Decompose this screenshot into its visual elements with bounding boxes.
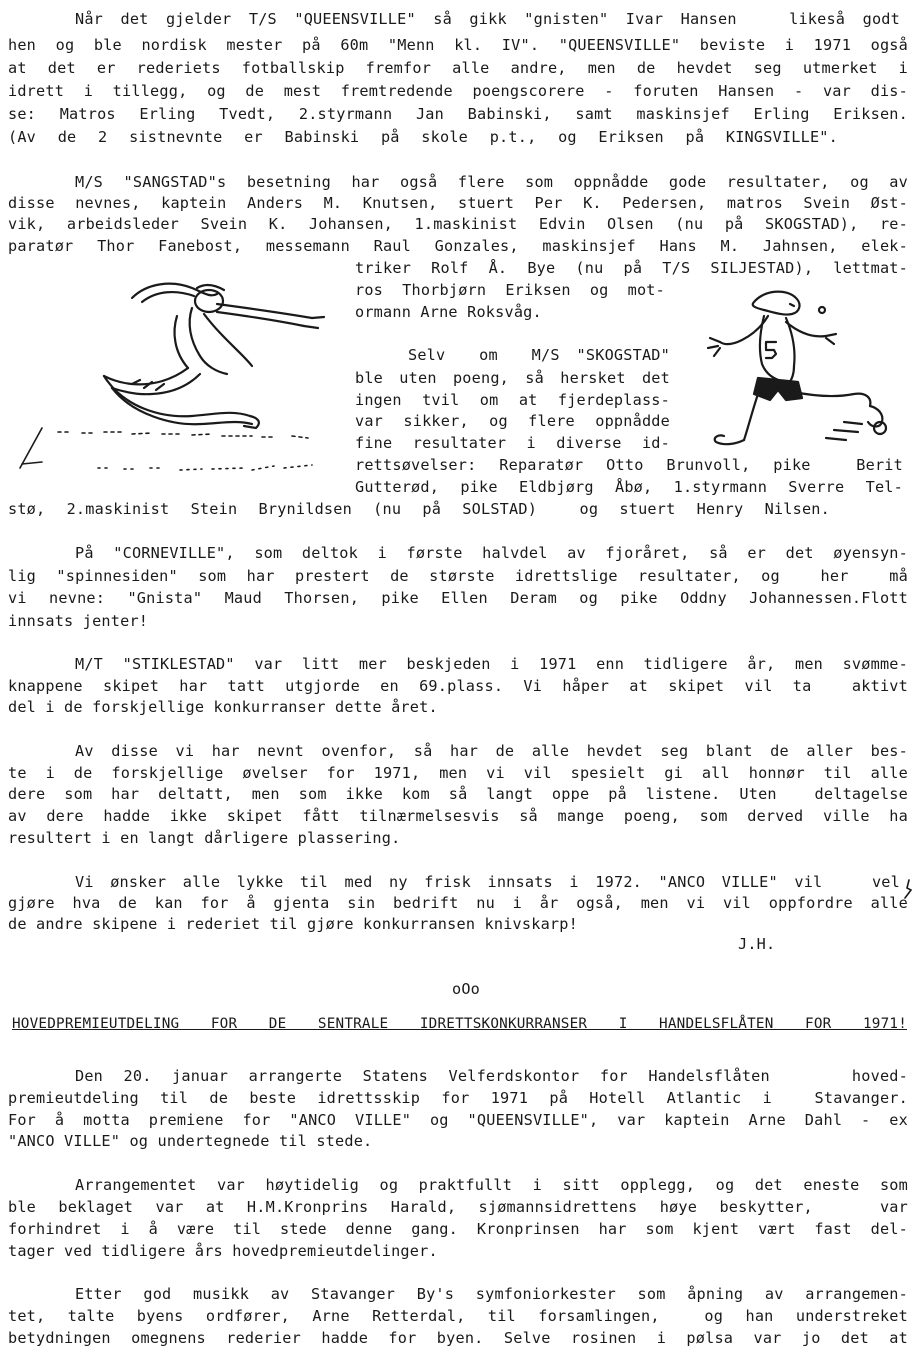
text-line: (Av de 2 sistnevnte er Babinski på skole p.t., og Eriksen på KINGSVILLE". — [8, 128, 838, 146]
text-line: dere som har deltatt, men som ikke kom så langt oppe på listene. Uten deltagelse — [8, 785, 908, 803]
text-line: Den 20. januar arrangerte Statens Velferdskontor for Handelsflåten hoved- — [75, 1067, 908, 1085]
text-line: stø, 2.maskinist Stein Brynildsen (nu på SOLSTAD) og stuert Henry Nilsen. — [8, 500, 830, 518]
text-line: betydningen omegnens rederier hadde for byen. Selve rosinen i pølsa var jo det at — [8, 1329, 908, 1347]
text-line: M/S "SANGSTAD"s besetning har også flere som oppnådde gode resultater, og av — [75, 173, 908, 191]
text-line: innsats jenter! — [8, 612, 149, 630]
text-line: de andre skipene i rederiet til gjøre konkurransen knivskarp! — [8, 915, 578, 933]
text-line: disse nevnes, kaptein Anders M. Knutsen, stuert Per K. Pedersen, matros Svein Øst- — [8, 194, 908, 212]
text-line: lig "spinnesiden" som har prestert de største idrettslige resultater, og her må — [8, 567, 908, 585]
margin-mark — [901, 878, 917, 900]
text-line: te i de forskjellige øvelser for 1971, men vi vil spesielt gi all honnør til alle — [8, 764, 908, 782]
text-line: av dere hadde ikke skipet fått tilnærmelsesvis så mange poeng, som derved ville ha — [8, 807, 908, 825]
text-line: På "CORNEVILLE", som deltok i første halvdel av fjoråret, så er det øyensyn- — [75, 544, 908, 562]
long-jumper-illustration — [12, 268, 342, 480]
text-line: gjøre hva de kan for å gjenta sin bedrift nu i år også, men vi vil oppfordre alle — [8, 894, 908, 912]
text-line: For å motta premiene for "ANCO VILLE" og "QUEENSVILLE", var kaptein Arne Dahl - ex — [8, 1111, 908, 1129]
text-line: ormann Arne Roksvåg. — [355, 303, 542, 321]
text-line: hen og ble nordisk mester på 60m "Menn kl. IV". "QUEENSVILLE" beviste i 1971 også — [8, 36, 908, 54]
text-line: Gutterød, pike Eldbjørg Åbø, 1.styrmann Sverre Tel- — [355, 478, 903, 496]
text-line: at det er rederiets fotballskip fremfor alle andre, men de hevdet seg utmerket i — [8, 59, 908, 77]
text-line: knappene skipet har tatt utgjorde en 69.plass. Vi håper at skipet vil ta aktivt — [8, 677, 908, 695]
text-line: triker Rolf Å. Bye (nu på T/S SILJESTAD), lettmat- — [355, 259, 908, 277]
text-line: "ANCO VILLE" og undertegnede til stede. — [8, 1132, 373, 1150]
signature: J.H. — [738, 935, 776, 953]
text-line: idrett i tillegg, og de mest fremtredende poengscorere - foruten Hansen - var dis- — [8, 82, 908, 100]
text-line: ros Thorbjørn Eriksen og mot- — [355, 281, 665, 299]
separator: oOo — [452, 980, 481, 998]
text-line: tager ved tidligere års hovedpremieutdelinger. — [8, 1242, 438, 1260]
text-line: Arrangementet var høytidelig og praktfullt i sitt opplegg, og det eneste som — [75, 1176, 908, 1194]
text-line: Selv om M/S "SKOGSTAD" — [408, 346, 670, 364]
text-line: paratør Thor Fanebost, messemann Raul Gonzales, maskinsjef Hans M. Jahnsen, elek- — [8, 237, 908, 255]
text-line: vik, arbeidsleder Svein K. Johansen, 1.maskinist Edvin Olsen (nu på SKOGSTAD), re- — [8, 215, 908, 233]
text-line: ingen tvil om at fjerdeplass- — [355, 391, 670, 409]
text-line: fine resultater i diverse id- — [355, 434, 670, 452]
text-line: premieutdeling til de beste idrettsskip for 1971 på Hotell Atlantic i Stavanger. — [8, 1089, 908, 1107]
text-line: Etter god musikk av Stavanger By's symfoniorkester som åpning av arrangemen- — [75, 1285, 908, 1303]
runner-illustration — [694, 282, 899, 460]
text-line: tet, talte byens ordfører, Arne Retterdal, til forsamlingen, og han understreket — [8, 1307, 908, 1325]
text-line: del i de forskjellige konkurranser dette året. — [8, 698, 438, 716]
text-line: Når det gjelder T/S "QUEENSVILLE" så gikk "gnisten" Ivar Hansen likeså godt — [75, 10, 900, 28]
text-line: forhindret i å være til stede denne gang. Kronprinsen har som kjent vært fast del- — [8, 1220, 908, 1238]
text-line: ble beklaget var at H.M.Kronprins Harald, sjømannsidrettens høye beskytter, var — [8, 1198, 908, 1216]
text-line: var sikker, og flere oppnådde — [355, 412, 670, 430]
text-line: rettsøvelser: Reparatør Otto Brunvoll, pike Berit — [355, 456, 903, 474]
text-line: ble uten poeng, så hersket det — [355, 369, 670, 387]
text-line: se: Matros Erling Tvedt, 2.styrmann Jan Babinski, samt maskinsjef Erling Eriksen. — [8, 105, 908, 123]
text-line: vi nevne: "Gnista" Maud Thorsen, pike Ellen Deram og pike Oddny Johannessen.Flott — [8, 589, 908, 607]
section-heading: HOVEDPREMIEUTDELING FOR DE SENTRALE IDRETTSKONKURRANSER I HANDELSFLÅTEN FOR 1971! — [12, 1016, 907, 1032]
text-line: Av disse vi har nevnt ovenfor, så har de alle hevdet seg blant de aller bes- — [75, 742, 908, 760]
text-line: resultert i en langt dårligere plassering. — [8, 829, 401, 847]
text-line: M/T "STIKLESTAD" var litt mer beskjeden i 1971 enn tidligere år, men svømme- — [75, 655, 908, 673]
text-line: Vi ønsker alle lykke til med ny frisk innsats i 1972. "ANCO VILLE" vil vel — [75, 873, 900, 891]
